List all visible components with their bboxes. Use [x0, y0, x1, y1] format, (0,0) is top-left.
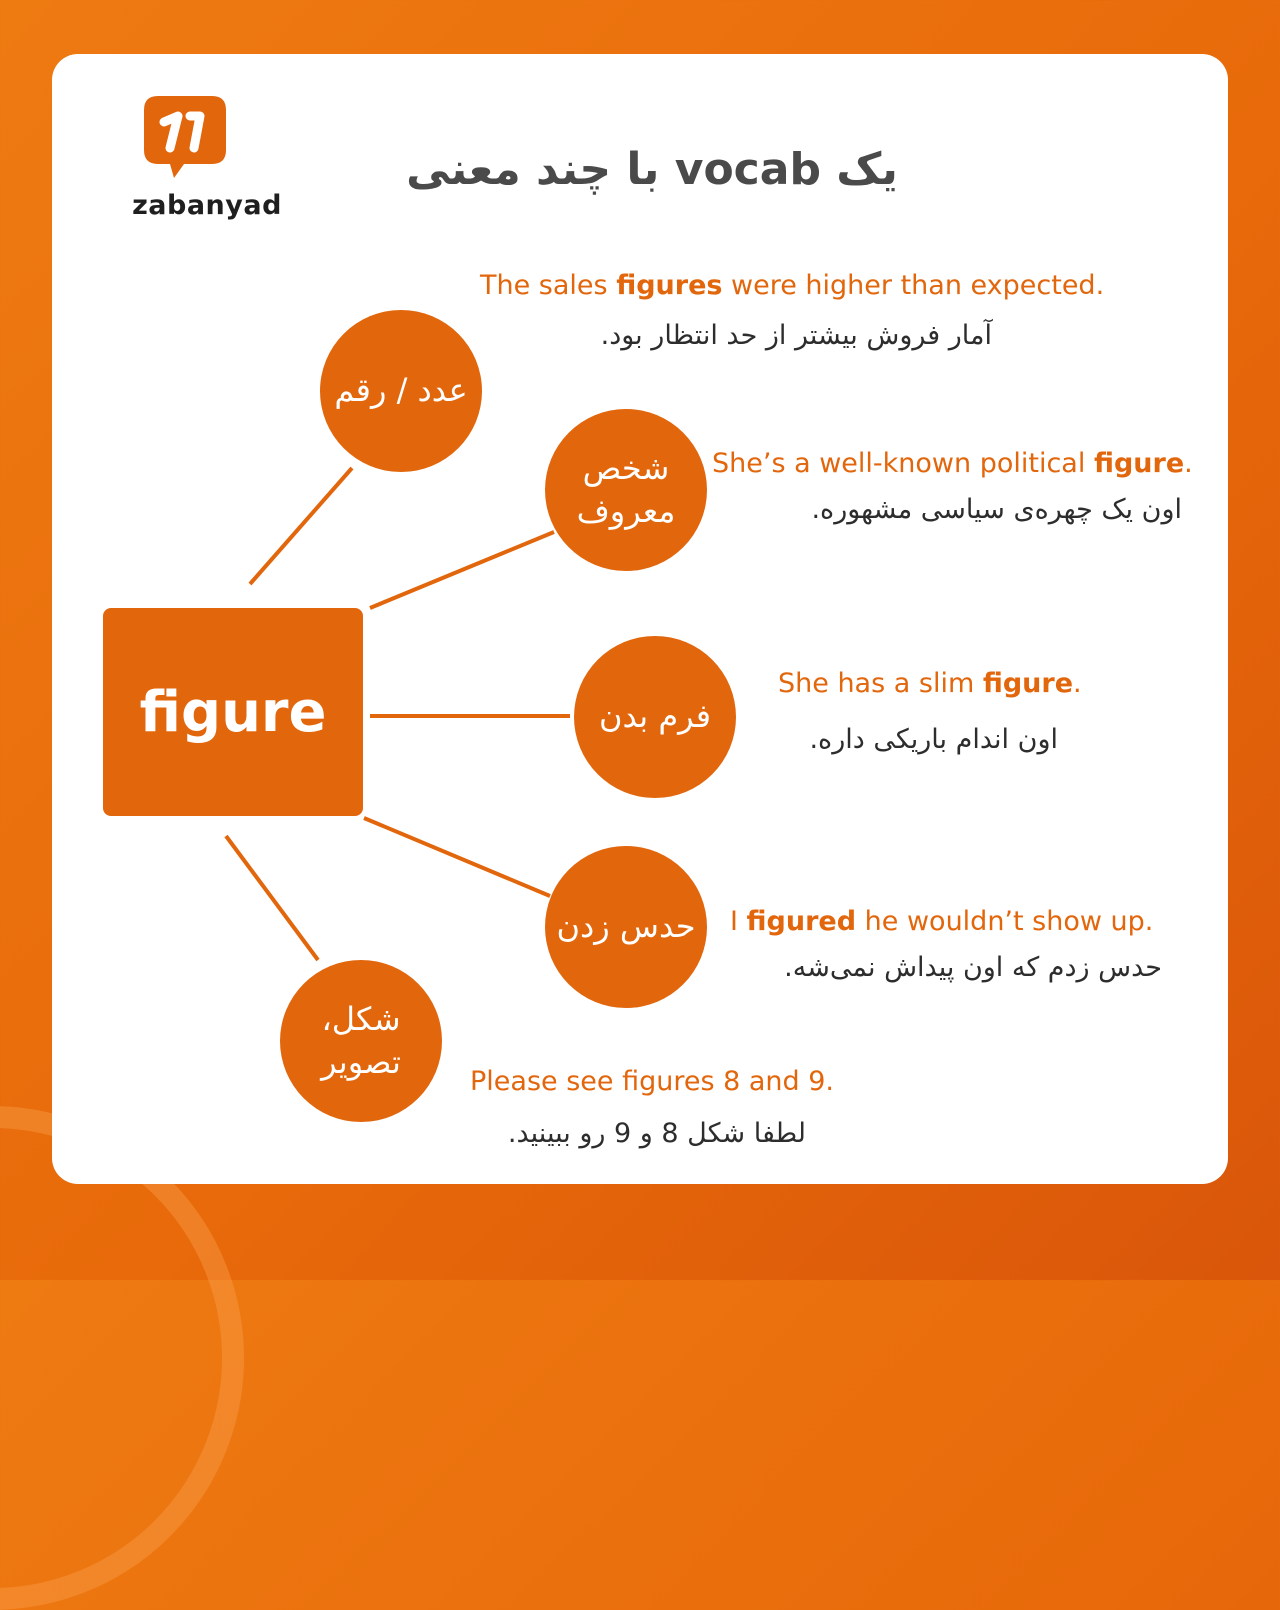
meaning-node-5 [280, 960, 442, 1122]
meaning-label-3: فرم بدن [598, 697, 712, 736]
central-word: figure [103, 608, 363, 816]
meaning-label-5: شکل، تصویر [321, 999, 401, 1081]
connector-line-2 [370, 532, 554, 608]
example-en-2: She’s a well-known political figure. [712, 448, 1193, 479]
example-fa-2: اون یک چهره‌ی سیاسی مشهوره. [811, 494, 1182, 525]
example-en-3: She has a slim figure. [778, 668, 1082, 699]
example-en-5: Please see figures 8 and 9. [470, 1066, 834, 1097]
meaning-node-1 [320, 310, 482, 472]
example-fa-5: لطفا شکل 8 و 9 رو ببینید. [507, 1118, 806, 1149]
meaning-label-4: حدس زدن [556, 907, 696, 946]
meaning-label-2: شخص معروف [576, 448, 676, 530]
meaning-node-2 [545, 409, 707, 571]
meaning-node-3 [574, 636, 736, 798]
content-card [52, 54, 1228, 1184]
connector-line-1 [250, 468, 352, 584]
brand-name: zabanyad [132, 190, 282, 221]
page-title: یک vocab با چند معنی [406, 144, 898, 195]
connector-line-4 [364, 818, 550, 896]
example-fa-4: حدس زدم که اون پیداش نمی‌شه. [784, 952, 1162, 983]
example-fa-3: اون اندام باریکی داره. [809, 724, 1058, 755]
example-en-1: The sales figures were higher than expected. [480, 270, 1105, 301]
meaning-node-4 [545, 846, 707, 1008]
example-en-4: I figured he wouldn’t show up. [730, 906, 1154, 937]
example-fa-1: آمار فروش بیشتر از حد انتظار بود. [600, 320, 992, 351]
connector-line-5 [226, 836, 318, 960]
meaning-label-1: عدد / رقم [334, 371, 468, 410]
